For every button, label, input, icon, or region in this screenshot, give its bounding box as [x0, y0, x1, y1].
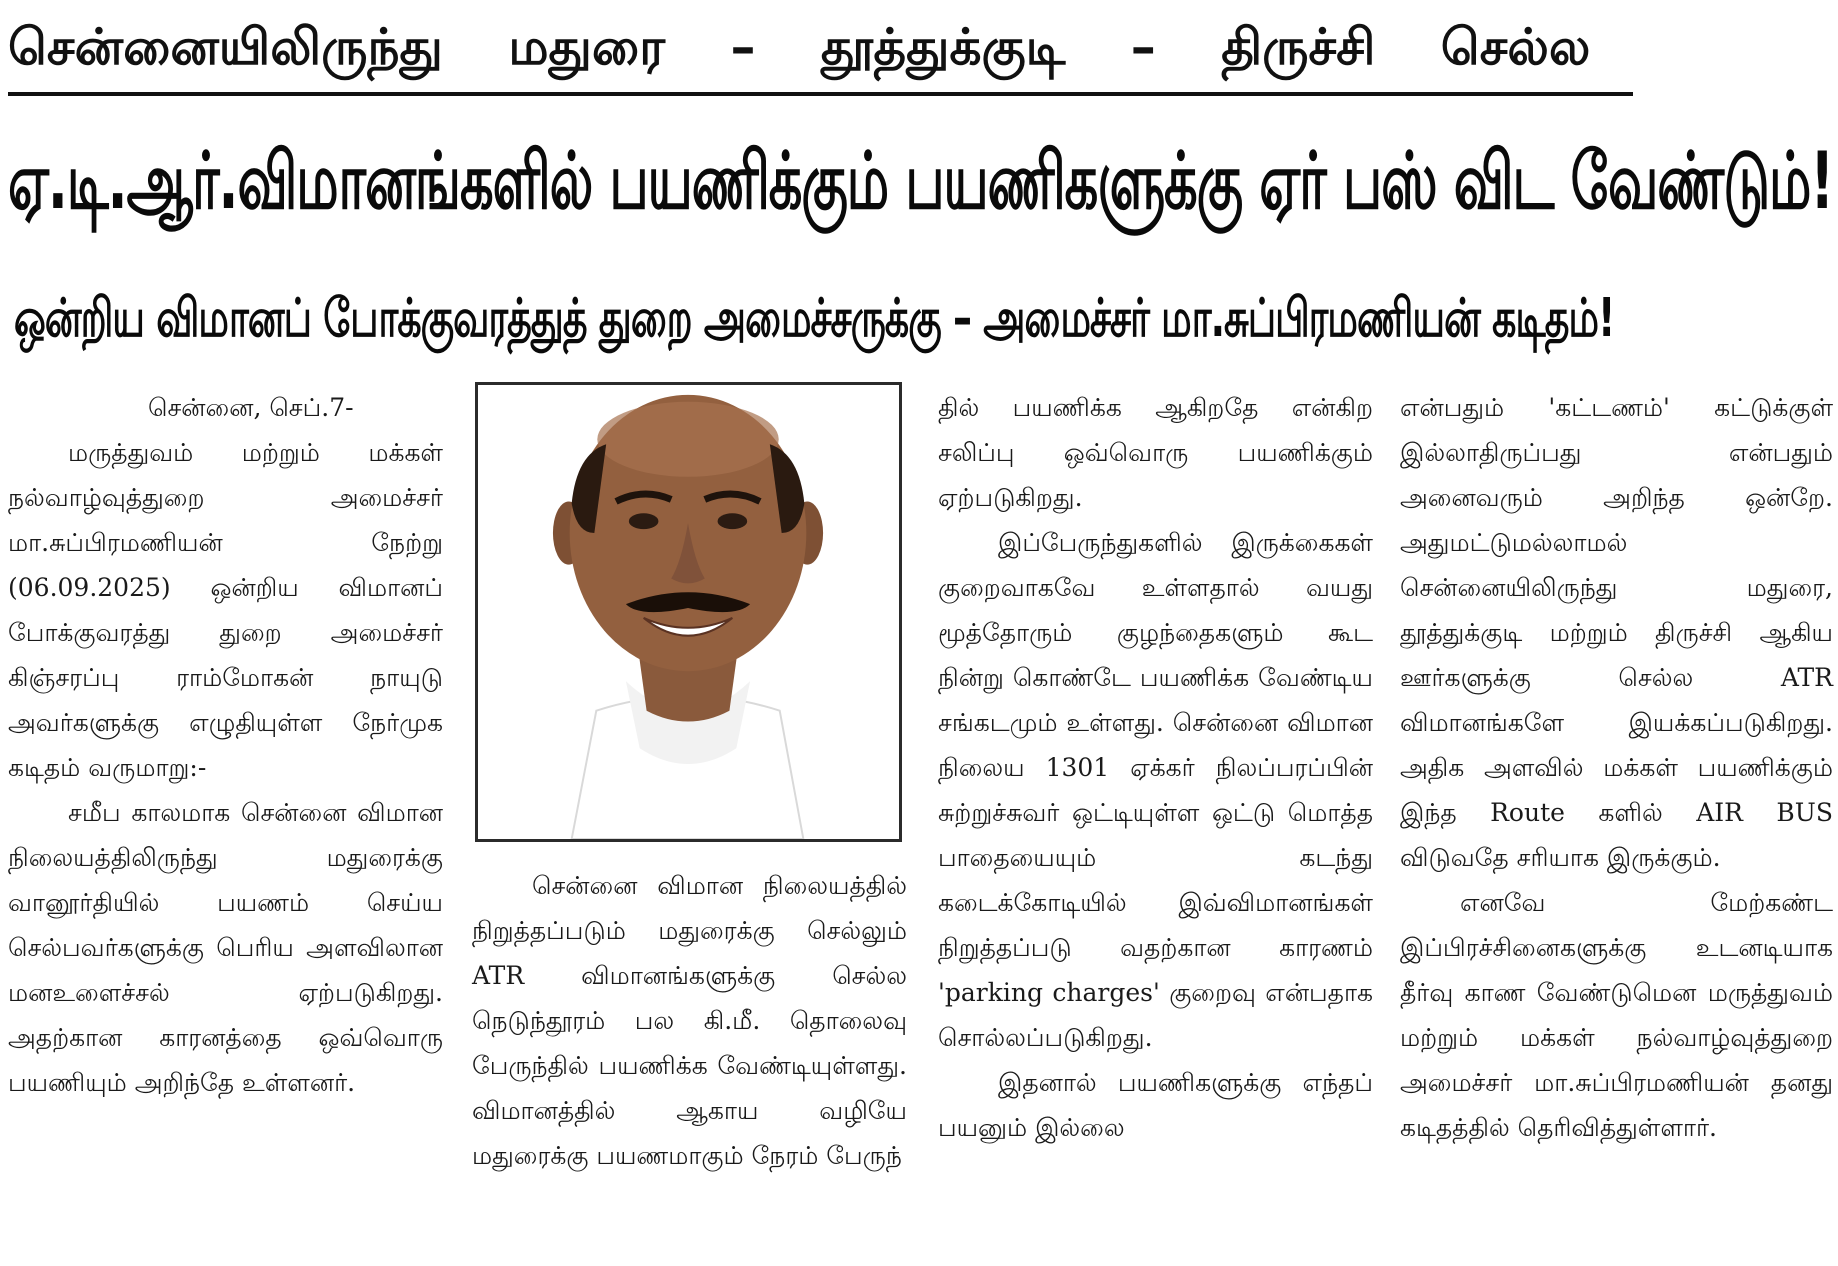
article-column-3	[938, 385, 1373, 1150]
paragraph: தில் பயணிக்க ஆகிறதே என்கிற சலிப்பு ஒவ்வொரு பயணிக்கும் ஏற்படுகிறது.	[938, 393, 1373, 512]
paragraph: சமீப காலமாக சென்னை விமான நிலையத்திலிருந்து மதுரைக்கு வானூர்தியில் பயணம் செய்ய செல்பவர்களுக்கு பெரிய அளவிலான மனஉளைச்சல் ஏற்படுகிறது. அதற்கான காரனத்தை ஒவ்வொரு பயணியும் அறிந்தே உள்ளனர்.	[8, 798, 443, 1097]
paragraph: எனவே மேற்கண்ட இப்பிரச்சினைகளுக்கு உடனடியாக தீர்வு காண வேண்டுமென மருத்துவம் மற்றும் மக்கள் நல்வாழ்வுத்துறை அமைச்சர் மா.சுப்பிரமணியன் தனது கடிதத்தில் தெரிவித்துள்ளார்.	[1400, 888, 1833, 1142]
paragraph: சென்னை விமான நிலையத்தில் நிறுத்தப்படும் மதுரைக்கு செல்லும் ATR விமானங்களுக்கு செல்ல நெடுந்தூரம் பல கி.மீ. தொலைவு பேருந்தில் பயணிக்க வேண்டியுள்ளது. விமானத்தில் ஆகாய வழியே மதுரைக்கு பயணமாகும் நேரம் பேருந்	[472, 871, 907, 1170]
article-column-1	[8, 385, 443, 1105]
kicker-headline: சென்னையிலிருந்து மதுரை – தூத்துக்குடி – திருச்சி செல்ல	[8, 18, 1591, 76]
portrait-image	[478, 385, 899, 839]
article-column-4	[1400, 385, 1833, 1150]
main-headline: ஏ.டி.ஆர்.விமானங்களில் பயணிக்கும் பயணிகளுக்கு ஏர் பஸ் விட வேண்டும்!	[8, 135, 1834, 227]
paragraph: மருத்துவம் மற்றும் மக்கள் நல்வாழ்வுத்துறை அமைச்சர் மா.சுப்பிரமணியன் நேற்று (06.09.2025) ஒன்றிய விமானப் போக்குவரத்து துறை அமைச்சர் கிஞ்சரப்பு ராம்மோகன் நாயுடு அவர்களுக்கு எழுதியுள்ள நேர்முக கடிதம் வருமாறு:-	[8, 438, 443, 782]
dateline: சென்னை, செப்.7-	[148, 393, 354, 422]
paragraph: என்பதும் 'கட்டணம்' கட்டுக்குள் இல்லாதிருப்பது என்பதும் அனைவரும் அறிந்த ஒன்றே. அதுமட்டுமல்லாமல் சென்னையிலிருந்து மதுரை, தூத்துக்குடி மற்றும் திருச்சி ஆகிய ஊர்களுக்கு செல்ல ATR விமானங்களே இயக்கப்படுகிறது. அதிக அளவில் மக்கள் பயணிக்கும் இந்த Route களில் AIR BUS விடுவதே சரியாக இருக்கும்.	[1400, 393, 1833, 872]
article-column-2	[472, 863, 907, 1178]
paragraph: இதனால் பயணிகளுக்கு எந்தப் பயனும் இல்லை	[938, 1068, 1373, 1142]
sub-headline: ஒன்றிய விமானப் போக்குவரத்துத் துறை அமைச்சருக்கு – அமைச்சர் மா.சுப்பிரமணியன் கடிதம்!	[14, 287, 1615, 349]
minister-photo	[475, 382, 902, 842]
paragraph: இப்பேருந்துகளில் இருக்கைகள் குறைவாகவே உள்ளதால் வயது மூத்தோரும் குழந்தைகளும் கூட நின்று கொண்டே பயணிக்க வேண்டிய சங்கடமும் உள்ளது. சென்னை விமான நிலைய 1301 ஏக்கர் நிலப்பரப்பின் சுற்றுச்சுவர் ஒட்டியுள்ள ஒட்டு மொத்த பாதையையும் கடந்து கடைக்கோடியில் இவ்விமானங்கள் நிறுத்தப்படு வதற்கான காரணம் 'parking charges' குறைவு என்பதாக சொல்லப்படுகிறது.	[938, 528, 1373, 1052]
